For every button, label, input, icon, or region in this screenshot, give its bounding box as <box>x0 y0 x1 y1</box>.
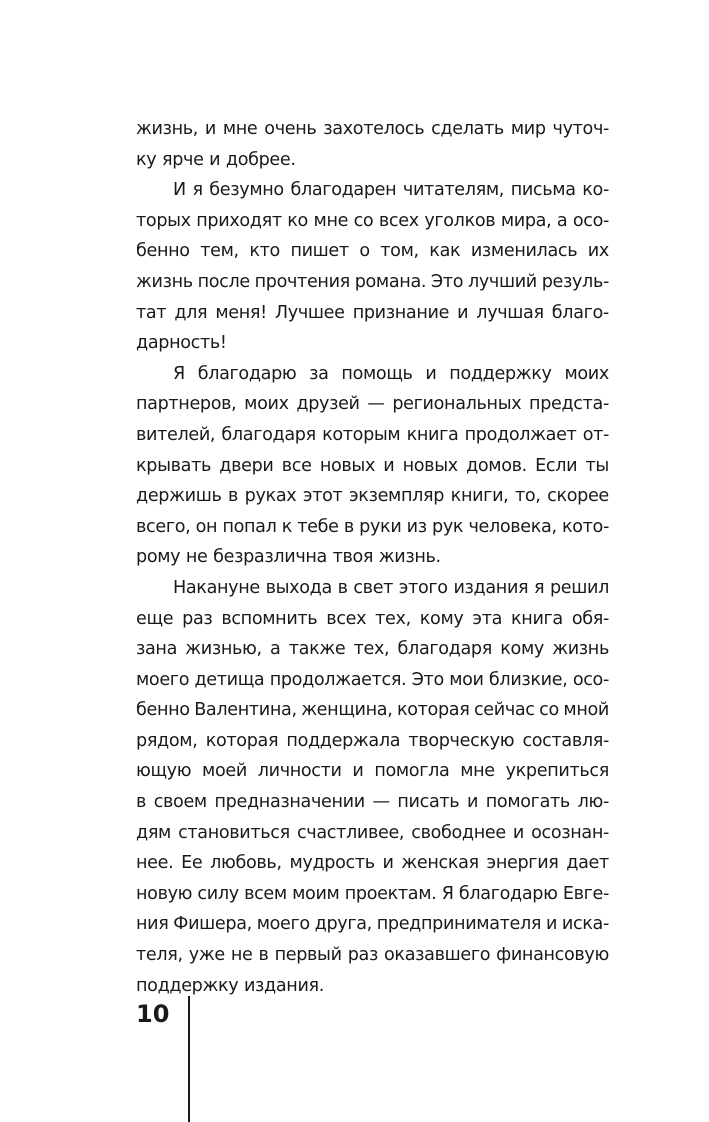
text-line: жизнь после прочтения романа. Это лучший резуль- <box>136 271 609 292</box>
text-line: новую силу всем моим проектам. Я благодарю Евге- <box>136 883 609 904</box>
body-text <box>136 114 609 1001</box>
text-line: нее. Ее любовь, мудрость и женская энергия дает <box>136 853 609 874</box>
text-line: рядом, которая поддержала творческую составля- <box>136 730 609 751</box>
text-line: дям становиться счастливее, свободнее и осознан- <box>136 822 609 843</box>
text-line: рому не безразлична твоя жизнь. <box>136 547 441 568</box>
text-line: бенно Валентина, женщина, которая сейчас со мной <box>136 700 609 721</box>
text-line: И я безумно благодарен читателям, письма ко- <box>173 180 609 201</box>
text-line: тат для меня! Лучшее признание и лучшая благо- <box>136 302 609 323</box>
text-line: крывать двери все новых и новых домов. Если ты <box>136 455 609 476</box>
text-line: Я благодарю за помощь и поддержку моих <box>173 363 609 384</box>
text-line: держишь в руках этот экземпляр книги, то, скорее <box>136 486 609 507</box>
text-line: зана жизнью, а также тех, благодаря кому жизнь <box>136 639 609 660</box>
text-line: поддержку издания. <box>136 975 325 996</box>
text-line: дарность! <box>136 333 227 354</box>
text-line: торых приходят ко мне со всех уголков мира, а осо- <box>136 210 609 231</box>
text-line: жизнь, и мне очень захотелось сделать мир чуточ- <box>136 119 609 139</box>
text-line: Накануне выхода в свет этого издания я решил <box>173 577 609 598</box>
text-line: партнеров, моих друзей — региональных предста- <box>136 394 609 415</box>
text-line: ния Фишера, моего друга, предпринимателя и иска- <box>136 914 609 935</box>
text-line: ку ярче и добрее. <box>136 149 296 170</box>
footer-divider <box>188 996 190 1122</box>
text-line: теля, уже не в первый раз оказавшего финансовую <box>136 945 609 966</box>
text-line: моего детища продолжается. Это мои близкие, осо- <box>136 669 609 690</box>
text-line: всего, он попал к тебе в руки из рук человека, кото- <box>136 516 609 537</box>
text-line: вителей, благодаря которым книга продолжает от- <box>136 424 609 445</box>
text-line: бенно тем, кто пишет о том, как изменилась их <box>136 241 609 262</box>
page-number: 10 <box>136 1000 170 1028</box>
text-line: ющую моей личности и помогла мне укрепиться <box>136 761 609 782</box>
text-line: в своем предназначении — писать и помогать лю- <box>136 792 609 813</box>
text-line: еще раз вспомнить всех тех, кому эта книга обя- <box>136 608 609 629</box>
